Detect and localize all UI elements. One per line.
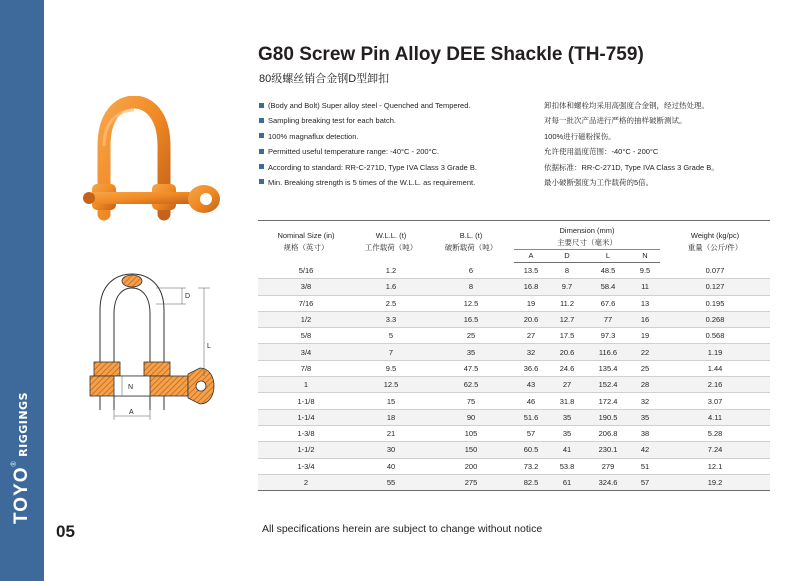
table-cell: 0.195 [660, 295, 770, 311]
table-cell: 7 [354, 344, 428, 360]
shackle-photo [82, 96, 232, 226]
table-row [258, 311, 770, 327]
table-cell: 1/2 [258, 311, 354, 327]
feature-item: (Body and Bolt) Super alloy steel - Quenched and Tempered. [259, 98, 539, 113]
table-cell: 27 [548, 377, 586, 393]
bullet-icon [259, 118, 264, 123]
table-cell: 12.5 [428, 295, 514, 311]
table-cell: 40 [354, 458, 428, 474]
table-cell: 7/16 [258, 295, 354, 311]
table-cell: 2 [258, 474, 354, 490]
feature-item-zh: 对每一批次产品进行严格的抽样破断测试。 [544, 116, 687, 126]
header-n: N [630, 250, 660, 263]
table-cell: 43 [514, 377, 548, 393]
table-cell: 48.5 [586, 263, 630, 279]
table-row [258, 295, 770, 311]
table-cell: 35 [630, 409, 660, 425]
shackle-dimension-drawing [86, 270, 236, 430]
table-cell: 7/8 [258, 360, 354, 376]
table-cell: 97.3 [586, 328, 630, 344]
registered-mark: ® [11, 461, 18, 467]
table-row [258, 328, 770, 344]
table-cell: 55 [354, 474, 428, 490]
table-cell: 77 [586, 311, 630, 327]
table-cell: 46 [514, 393, 548, 409]
brand-subtitle: RIGGINGS [17, 392, 30, 457]
bullet-icon [259, 149, 264, 154]
table-cell: 3.07 [660, 393, 770, 409]
page-title: G80 Screw Pin Alloy DEE Shackle (TH-759) [258, 44, 644, 65]
table-row [258, 393, 770, 409]
table-cell: 19 [514, 295, 548, 311]
feature-item: 100% magnaflux detection. [259, 129, 539, 144]
table-cell: 5/8 [258, 328, 354, 344]
table-cell: 135.4 [586, 360, 630, 376]
feature-item-zh: 依据标准：RR-C-271D, Type IVA Class 3 Grade B。 [544, 162, 719, 172]
table-cell: 5 [354, 328, 428, 344]
table-cell: 200 [428, 458, 514, 474]
table-row [258, 442, 770, 458]
disclaimer: All specifications herein are subject to change without notice [262, 523, 543, 535]
table-cell: 1-1/8 [258, 393, 354, 409]
feature-item-zh: 卸扣体和螺栓均采用高强度合金钢，经过热处理。 [544, 101, 709, 110]
table-cell: 16 [630, 311, 660, 327]
header-l: L [586, 250, 630, 263]
features-chinese [544, 98, 784, 190]
table-cell: 0.568 [660, 328, 770, 344]
spec-table [258, 220, 770, 491]
table-cell: 1 [258, 377, 354, 393]
table-cell: 32 [630, 393, 660, 409]
bullet-icon [259, 179, 264, 184]
table-cell: 1-3/4 [258, 458, 354, 474]
header-bl: B.L. (t) 破断载荷（吨） [428, 221, 514, 263]
table-cell: 60.5 [514, 442, 548, 458]
table-cell: 9.5 [630, 263, 660, 279]
table-cell: 90 [428, 409, 514, 425]
table-cell: 27 [514, 328, 548, 344]
table-cell: 1.19 [660, 344, 770, 360]
feature-item: Sampling breaking test for each batch. [259, 113, 539, 128]
table-cell: 1.2 [354, 263, 428, 279]
table-cell: 1-1/4 [258, 409, 354, 425]
bullet-icon [259, 133, 264, 138]
table-cell: 57 [630, 474, 660, 490]
feature-item: Permitted useful temperature range: -40°C - 200°C. [259, 144, 539, 159]
dim-label-l: L [207, 343, 211, 350]
table-cell: 190.5 [586, 409, 630, 425]
table-cell: 105 [428, 425, 514, 441]
table-cell: 24.6 [548, 360, 586, 376]
table-row [258, 344, 770, 360]
table-cell: 116.6 [586, 344, 630, 360]
table-row [258, 279, 770, 295]
table-cell: 0.268 [660, 311, 770, 327]
page-number: 05 [56, 522, 75, 541]
table-cell: 58.4 [586, 279, 630, 295]
table-row [258, 474, 770, 490]
table-cell: 20.6 [548, 344, 586, 360]
header-dimension: Dimension (mm) 主要尺寸（毫米） [514, 221, 660, 251]
header-nominal: Nominal Size (in) 规格（英寸） [258, 221, 354, 263]
table-cell: 275 [428, 474, 514, 490]
table-cell: 32 [514, 344, 548, 360]
table-cell: 17.5 [548, 328, 586, 344]
table-cell: 9.5 [354, 360, 428, 376]
table-cell: 75 [428, 393, 514, 409]
bullet-icon [259, 164, 264, 169]
table-cell: 67.6 [586, 295, 630, 311]
table-cell: 11.2 [548, 295, 586, 311]
table-row [258, 263, 770, 279]
table-cell: 57 [514, 425, 548, 441]
feature-item: Min. Breaking strength is 5 times of the W.L.L. as requirement. [259, 175, 539, 190]
table-cell: 5.28 [660, 425, 770, 441]
brand-logo [11, 392, 33, 524]
brand-name: TOYO [11, 466, 32, 524]
table-cell: 61 [548, 474, 586, 490]
table-cell: 36.6 [514, 360, 548, 376]
table-cell: 38 [630, 425, 660, 441]
table-cell: 0.077 [660, 263, 770, 279]
table-cell: 1.6 [354, 279, 428, 295]
table-cell: 28 [630, 377, 660, 393]
table-cell: 2.16 [660, 377, 770, 393]
feature-item-zh: 最小破断强度为工作载荷的5倍。 [544, 177, 654, 187]
table-cell: 30 [354, 442, 428, 458]
table-cell: 16.8 [514, 279, 548, 295]
table-cell: 82.5 [514, 474, 548, 490]
table-cell: 150 [428, 442, 514, 458]
dim-label-n: N [128, 384, 134, 391]
table-cell: 41 [548, 442, 586, 458]
table-cell: 12.7 [548, 311, 586, 327]
feature-item-zh: 100%进行磁粉探伤。 [544, 131, 616, 141]
header-weight: Weight (kg/pc) 重量（公斤/件） [660, 221, 770, 263]
table-cell: 279 [586, 458, 630, 474]
table-cell: 51 [630, 458, 660, 474]
table-cell: 19 [630, 328, 660, 344]
header-a: A [514, 250, 548, 263]
table-cell: 7.24 [660, 442, 770, 458]
table-cell: 8 [548, 263, 586, 279]
table-cell: 42 [630, 442, 660, 458]
table-cell: 31.8 [548, 393, 586, 409]
table-cell: 0.127 [660, 279, 770, 295]
table-cell: 12.1 [660, 458, 770, 474]
table-cell: 2.5 [354, 295, 428, 311]
page-subtitle: 80级螺丝销合金钢D型卸扣 [259, 73, 390, 85]
table-cell: 172.4 [586, 393, 630, 409]
table-cell: 25 [630, 360, 660, 376]
table-cell: 19.2 [660, 474, 770, 490]
table-row [258, 409, 770, 425]
table-cell: 5/16 [258, 263, 354, 279]
bullet-icon [259, 103, 264, 108]
table-cell: 21 [354, 425, 428, 441]
table-cell: 1-3/8 [258, 425, 354, 441]
table-row [258, 425, 770, 441]
table-cell: 6 [428, 263, 514, 279]
table-cell: 15 [354, 393, 428, 409]
brand-sidebar [0, 0, 44, 581]
table-cell: 230.1 [586, 442, 630, 458]
feature-item: According to standard: RR-C-271D, Type IVA Class 3 Grade B. [259, 160, 539, 175]
dim-label-a: A [129, 409, 134, 416]
table-cell: 13.5 [514, 263, 548, 279]
table-row [258, 377, 770, 393]
table-cell: 8 [428, 279, 514, 295]
feature-item-zh: 允许使用温度范围：-40°C - 200°C [544, 147, 659, 157]
table-cell: 11 [630, 279, 660, 295]
table-row [258, 360, 770, 376]
table-cell: 13 [630, 295, 660, 311]
table-cell: 62.5 [428, 377, 514, 393]
table-cell: 35 [548, 425, 586, 441]
table-cell: 73.2 [514, 458, 548, 474]
table-cell: 25 [428, 328, 514, 344]
table-cell: 51.6 [514, 409, 548, 425]
table-cell: 3.3 [354, 311, 428, 327]
table-cell: 206.8 [586, 425, 630, 441]
table-cell: 1.44 [660, 360, 770, 376]
table-cell: 1-1/2 [258, 442, 354, 458]
table-cell: 53.8 [548, 458, 586, 474]
header-wll: W.L.L. (t) 工作载荷（吨） [354, 221, 428, 263]
spec-table-body [258, 263, 770, 491]
table-cell: 9.7 [548, 279, 586, 295]
table-cell: 22 [630, 344, 660, 360]
table-cell: 324.6 [586, 474, 630, 490]
table-cell: 18 [354, 409, 428, 425]
table-cell: 12.5 [354, 377, 428, 393]
table-cell: 35 [428, 344, 514, 360]
table-cell: 35 [548, 409, 586, 425]
table-cell: 20.6 [514, 311, 548, 327]
header-d: D [548, 250, 586, 263]
table-cell: 3/4 [258, 344, 354, 360]
table-cell: 4.11 [660, 409, 770, 425]
dim-label-d: D [185, 293, 191, 300]
table-cell: 47.5 [428, 360, 514, 376]
table-cell: 152.4 [586, 377, 630, 393]
table-cell: 16.5 [428, 311, 514, 327]
table-row [258, 458, 770, 474]
features-english [259, 98, 539, 190]
table-cell: 3/8 [258, 279, 354, 295]
